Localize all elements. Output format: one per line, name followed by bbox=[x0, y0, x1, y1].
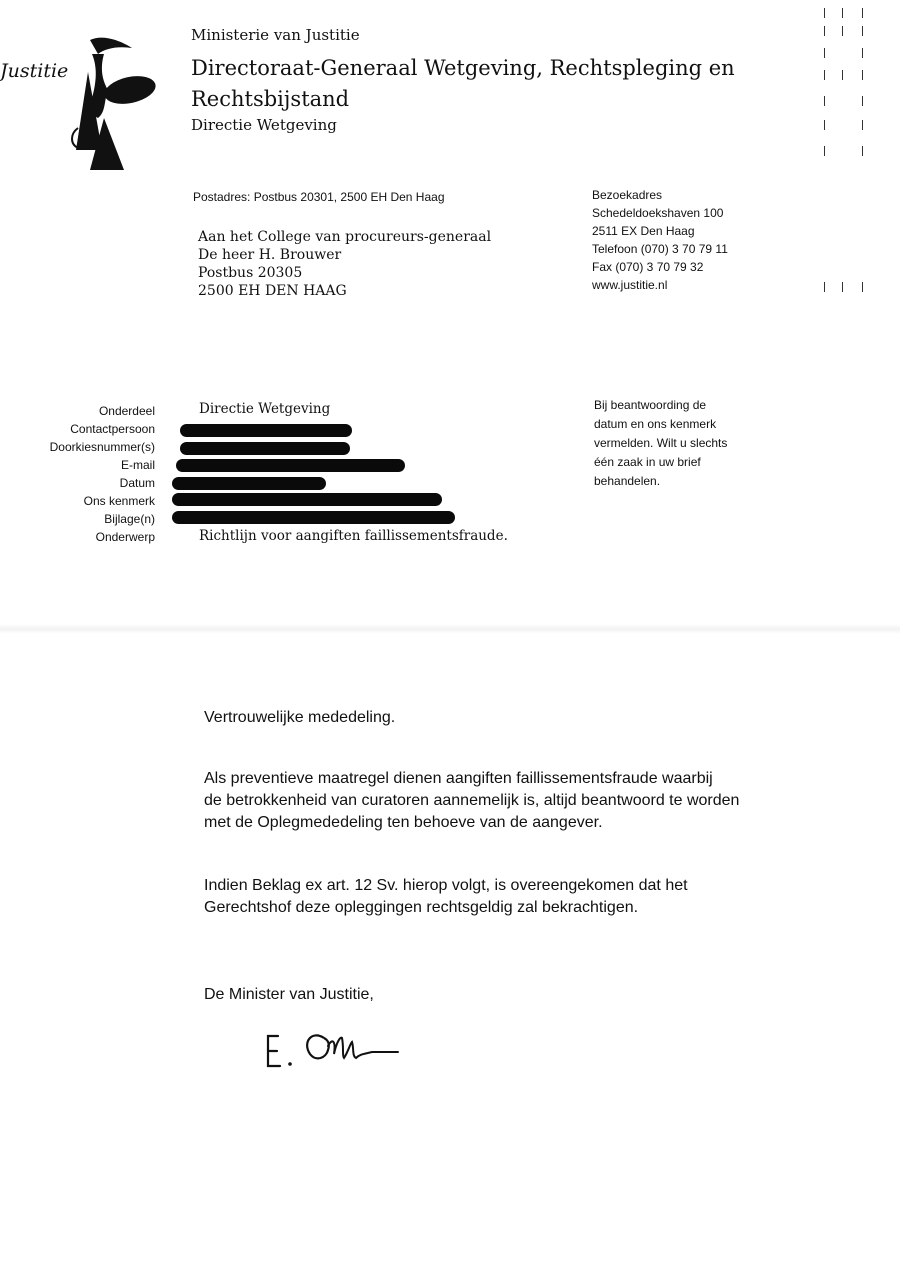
visit-address-city: 2511 EX Den Haag bbox=[592, 224, 695, 238]
reply-note-line: behandelen. bbox=[594, 474, 661, 488]
reply-note-line: vermelden. Wilt u slechts bbox=[594, 436, 728, 450]
visit-address-phone: Telefoon (070) 3 70 79 11 bbox=[592, 242, 728, 256]
addressee-line: Aan het College van procureurs-generaal bbox=[198, 229, 492, 245]
redaction-doorkiesnummer bbox=[180, 442, 350, 455]
reply-note-line: datum en ons kenmerk bbox=[594, 417, 717, 431]
signature-image bbox=[262, 1018, 412, 1078]
body-paragraph-1 bbox=[204, 768, 739, 834]
ref-label-onderwerp: Onderwerp bbox=[95, 530, 155, 544]
visit-address-fax: Fax (070) 3 70 79 32 bbox=[592, 260, 704, 274]
ref-label-bijlage: Bijlage(n) bbox=[104, 512, 155, 526]
ref-value-onderdeel: Directie Wetgeving bbox=[199, 401, 331, 417]
redaction-kenmerk bbox=[172, 493, 442, 506]
ref-label-email: E-mail bbox=[120, 458, 155, 472]
addressee-line: 2500 EH DEN HAAG bbox=[198, 283, 347, 299]
redaction-bijlage bbox=[172, 511, 455, 524]
visit-address-website[interactable]: www.justitie.nl bbox=[592, 278, 668, 292]
directorate-name: Directie Wetgeving bbox=[191, 116, 337, 134]
reference-labels bbox=[50, 402, 155, 546]
scan-edge-marks bbox=[822, 0, 870, 620]
closing-line: De Minister van Justitie, bbox=[204, 986, 374, 1003]
redaction-email bbox=[176, 459, 405, 472]
reply-note-line: één zaak in uw brief bbox=[594, 455, 701, 469]
addressee-line: De heer H. Brouwer bbox=[198, 247, 342, 263]
body-line: met de Oplegmededeling ten behoeve van de aangever. bbox=[204, 814, 603, 831]
scan-fold-line bbox=[0, 624, 900, 634]
ref-label-onderdeel: Onderdeel bbox=[98, 404, 155, 418]
reply-note bbox=[594, 396, 727, 491]
reply-note-line: Bij beantwoording de bbox=[594, 398, 707, 412]
ref-label-kenmerk: Ons kenmerk bbox=[83, 494, 155, 508]
visit-address-block bbox=[592, 186, 728, 294]
addressee-block bbox=[198, 228, 491, 300]
directorate-general-title: Directoraat-Generaal Wetgeving, Rechtspleging en Rechtsbijstand bbox=[191, 56, 735, 111]
body-line: Indien Beklag ex art. 12 Sv. hierop volgt, is overeengekomen dat het bbox=[204, 877, 688, 894]
body-line: de betrokkenheid van curatoren aannemelijk is, altijd beantwoord te worden bbox=[204, 792, 740, 809]
redaction-datum bbox=[172, 477, 326, 490]
body-heading: Vertrouwelijke mededeling. bbox=[204, 709, 396, 726]
ref-label-contactpersoon: Contactpersoon bbox=[70, 422, 155, 436]
visit-address-label: Bezoekadres bbox=[592, 188, 663, 202]
justitia-logo-icon bbox=[62, 32, 162, 174]
postal-address: Postadres: Postbus 20301, 2500 EH Den Haag bbox=[193, 190, 445, 204]
body-line: Als preventieve maatregel dienen aangiften faillissementsfraude waarbij bbox=[204, 770, 713, 787]
ref-label-doorkiesnummer: Doorkiesnummer(s) bbox=[49, 440, 155, 454]
ministry-name: Ministerie van Justitie bbox=[191, 26, 360, 44]
ref-value-onderwerp: Richtlijn voor aangiften faillissementsfraude. bbox=[199, 528, 508, 544]
addressee-line: Postbus 20305 bbox=[198, 265, 303, 281]
visit-address-street: Schedeldoekshaven 100 bbox=[592, 206, 724, 220]
ref-label-datum: Datum bbox=[119, 476, 155, 490]
body-line: Gerechtshof deze opleggingen rechtsgeldig zal bekrachtigen. bbox=[204, 899, 639, 916]
redaction-contactpersoon bbox=[180, 424, 352, 437]
body-paragraph-2 bbox=[204, 875, 688, 919]
logo-wordmark: Justitie bbox=[0, 60, 69, 82]
